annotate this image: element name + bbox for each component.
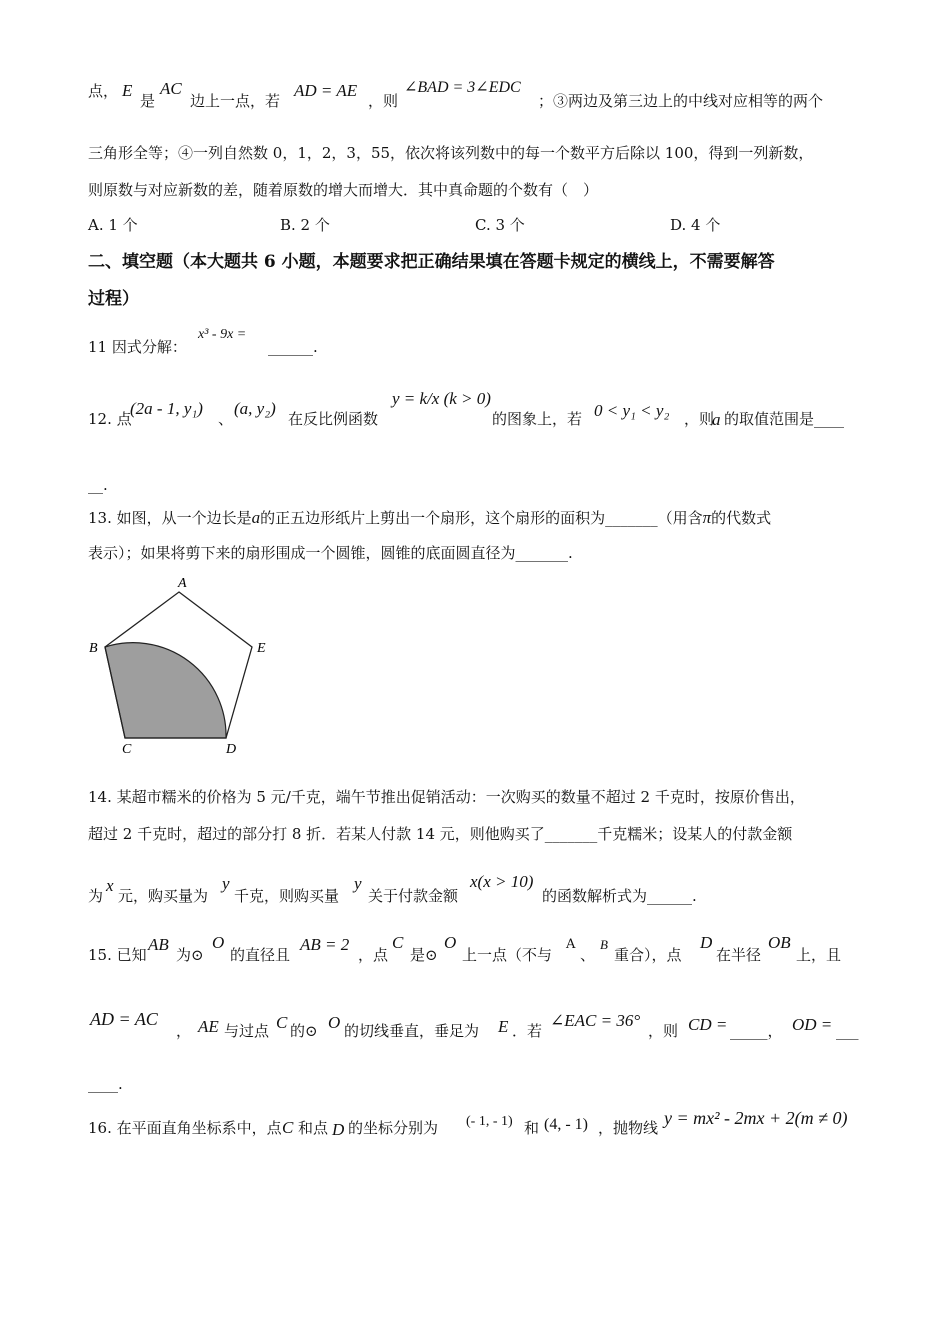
math-cond1: AD = AE xyxy=(294,81,358,100)
q15-E: E xyxy=(498,1017,509,1036)
text: 15. 已知 xyxy=(88,946,147,964)
pentagon-svg xyxy=(85,575,285,760)
text: ，点 xyxy=(358,946,389,964)
text: 与过点 xyxy=(224,1022,270,1040)
q16-ptD: (4, - 1) xyxy=(544,1116,588,1133)
text: 16. 在平面直角坐标系中，点 xyxy=(88,1119,282,1137)
q15-C: C xyxy=(392,933,404,952)
q14-line2[interactable]: 超过 2 千克时，超过的部分打 8 折．若某人付款 14 元，则他购买了_______千克糯米；设某人的付款金额 xyxy=(88,825,793,843)
shaded-sector xyxy=(105,643,226,738)
text: ，则 xyxy=(648,1022,679,1040)
label-E: E xyxy=(257,641,266,656)
option-c[interactable]: C. 3 个 xyxy=(475,216,525,234)
pentagon-figure xyxy=(85,575,285,760)
q11-prefix: 11 因式分解： xyxy=(88,338,187,356)
text: 点， xyxy=(88,82,119,100)
q13-var-a: a xyxy=(251,508,261,527)
q15-A: A xyxy=(566,937,576,952)
q13-pi: π xyxy=(702,508,712,527)
q15-D: D xyxy=(700,933,713,952)
label-B: B xyxy=(89,641,98,656)
q15-blank-od[interactable]: ___ xyxy=(836,1022,859,1040)
q11-blank[interactable]: ______. xyxy=(268,338,318,356)
math-AC: AC xyxy=(160,79,182,98)
option-a[interactable]: A. 1 个 xyxy=(88,216,138,234)
q13-line1 xyxy=(88,509,771,526)
q15-line1 xyxy=(88,933,842,964)
q12-pt2: (a, y₂) xyxy=(234,399,276,418)
text: 、 xyxy=(580,946,596,964)
math-E: E xyxy=(122,81,133,100)
text: 是 xyxy=(140,92,156,110)
text: 在半径 xyxy=(716,946,762,964)
q10-line1 xyxy=(88,79,824,110)
q15-B: B xyxy=(600,937,608,952)
q15-CD: CD = xyxy=(688,1015,728,1034)
q12-line1 xyxy=(88,389,845,429)
text: 千克，则购买量 xyxy=(234,887,340,905)
text[interactable]: 的正五边形纸片上剪出一个扇形，这个扇形的面积为_______（用含 xyxy=(260,509,703,527)
q15-blank-cd[interactable]: _____， xyxy=(730,1022,783,1040)
text: 上，且 xyxy=(796,946,842,964)
text: 的代数式 xyxy=(711,509,772,527)
text: 和点 xyxy=(298,1119,329,1137)
text: 、 xyxy=(218,410,234,428)
text: 为 xyxy=(88,887,104,905)
q12-cond: 0 < y₁ < y₂ xyxy=(594,401,670,420)
text: 边上一点，若 xyxy=(190,92,281,110)
q11-expr: x³ - 9x = xyxy=(198,327,247,342)
text: 的直径且 xyxy=(230,946,291,964)
q15-line3[interactable]: ____. xyxy=(88,1075,123,1093)
text: ．若 xyxy=(512,1022,543,1040)
option-b[interactable]: B. 2 个 xyxy=(280,216,330,234)
q13-line2[interactable]: 表示）；如果将剪下来的扇形围成一个圆锥，圆锥的底面圆直径为_______. xyxy=(88,544,573,562)
text: 的切线垂直，垂足为 xyxy=(344,1022,480,1040)
section2-title-line2: 过程） xyxy=(88,289,139,309)
q10-line3: 则原数与对应新数的差，随着原数的增大而增大．其中真命题的个数有（ ） xyxy=(88,181,599,199)
q15-angle: ∠EAC = 36° xyxy=(550,1011,641,1030)
q12-var-a: a xyxy=(712,410,721,429)
label-D: D xyxy=(226,742,237,757)
text: 在反比例函数 xyxy=(288,410,379,428)
q15-l2cond: AD = AC xyxy=(90,1009,158,1029)
q15-C2: C xyxy=(276,1013,288,1032)
q12-func: y = k/x (k > 0) xyxy=(392,389,491,408)
text: ，则 xyxy=(368,92,399,110)
q14-y: y xyxy=(222,874,230,893)
q15-OB: OB xyxy=(768,933,791,952)
q14-line1: 14. 某超市糯米的价格为 5 元/千克，端午节推出促销活动：一次购买的数量不超过 2 千克时，按原价售出， xyxy=(88,788,805,806)
option-d[interactable]: D. 4 个 xyxy=(670,216,721,234)
section2-title-line1: 二、填空题（本大题共 6 小题，本题要求把正确结果填在答题卡规定的横线上，不需要解答 xyxy=(88,252,775,272)
label-A: A xyxy=(178,576,187,591)
math-cond2: ∠BAD = 3∠EDC xyxy=(404,79,521,96)
text: 13. 如图，从一个边长是 xyxy=(88,509,252,527)
q15-cond: AB = 2 xyxy=(300,935,350,954)
text[interactable]: 的取值范围是____ xyxy=(724,410,845,428)
q16-ptC: (- 1, - 1) xyxy=(466,1114,513,1129)
q16-D: D xyxy=(332,1120,345,1139)
q15-AB: AB xyxy=(148,935,169,954)
q15-O2: O xyxy=(444,933,457,952)
text: ， xyxy=(176,1022,192,1040)
q16-C: C xyxy=(282,1118,294,1137)
text: 的坐标分别为 xyxy=(348,1119,439,1137)
q14-cond: x(x > 10) xyxy=(470,872,534,891)
text: ，抛物线 xyxy=(598,1119,659,1137)
text: 是⊙ xyxy=(410,946,438,964)
q15-O3: O xyxy=(328,1013,341,1032)
text: 重合），点 xyxy=(614,946,682,964)
text: 和 xyxy=(524,1119,540,1137)
text: ，则 xyxy=(684,410,715,428)
text: 的⊙ xyxy=(290,1022,318,1040)
text: 的图象上，若 xyxy=(492,410,583,428)
q12-prefix: 12. 点 xyxy=(88,410,132,428)
text[interactable]: 的函数解析式为______. xyxy=(542,887,697,905)
q14-y2: y xyxy=(354,874,362,893)
q16-parab: y = mx² - 2mx + 2(m ≠ 0) xyxy=(664,1108,848,1128)
q15-AE: AE xyxy=(198,1017,219,1036)
text: 元，购买量为 xyxy=(118,887,209,905)
q14-line3 xyxy=(88,872,697,905)
text: 为⊙ xyxy=(176,946,204,964)
text: ；③两边及第三边上的中线对应相等的两个 xyxy=(538,92,824,110)
label-C: C xyxy=(122,742,132,757)
q14-x: x xyxy=(106,876,114,895)
text: 上一点（不与 xyxy=(462,946,553,964)
q12-line2[interactable]: __. xyxy=(88,476,108,494)
text: 关于付款金额 xyxy=(368,887,459,905)
q15-O1: O xyxy=(212,933,225,952)
q11 xyxy=(88,327,318,356)
q12-pt1: (2a - 1, y₁) xyxy=(130,399,203,418)
q10-line2: 三角形全等；④一列自然数 0，1，2，3，55，依次将该列数中的每一个数平方后除以 100，得到一列新数， xyxy=(88,144,814,162)
q16-line1 xyxy=(88,1108,848,1139)
q15-OD: OD = xyxy=(792,1015,833,1034)
